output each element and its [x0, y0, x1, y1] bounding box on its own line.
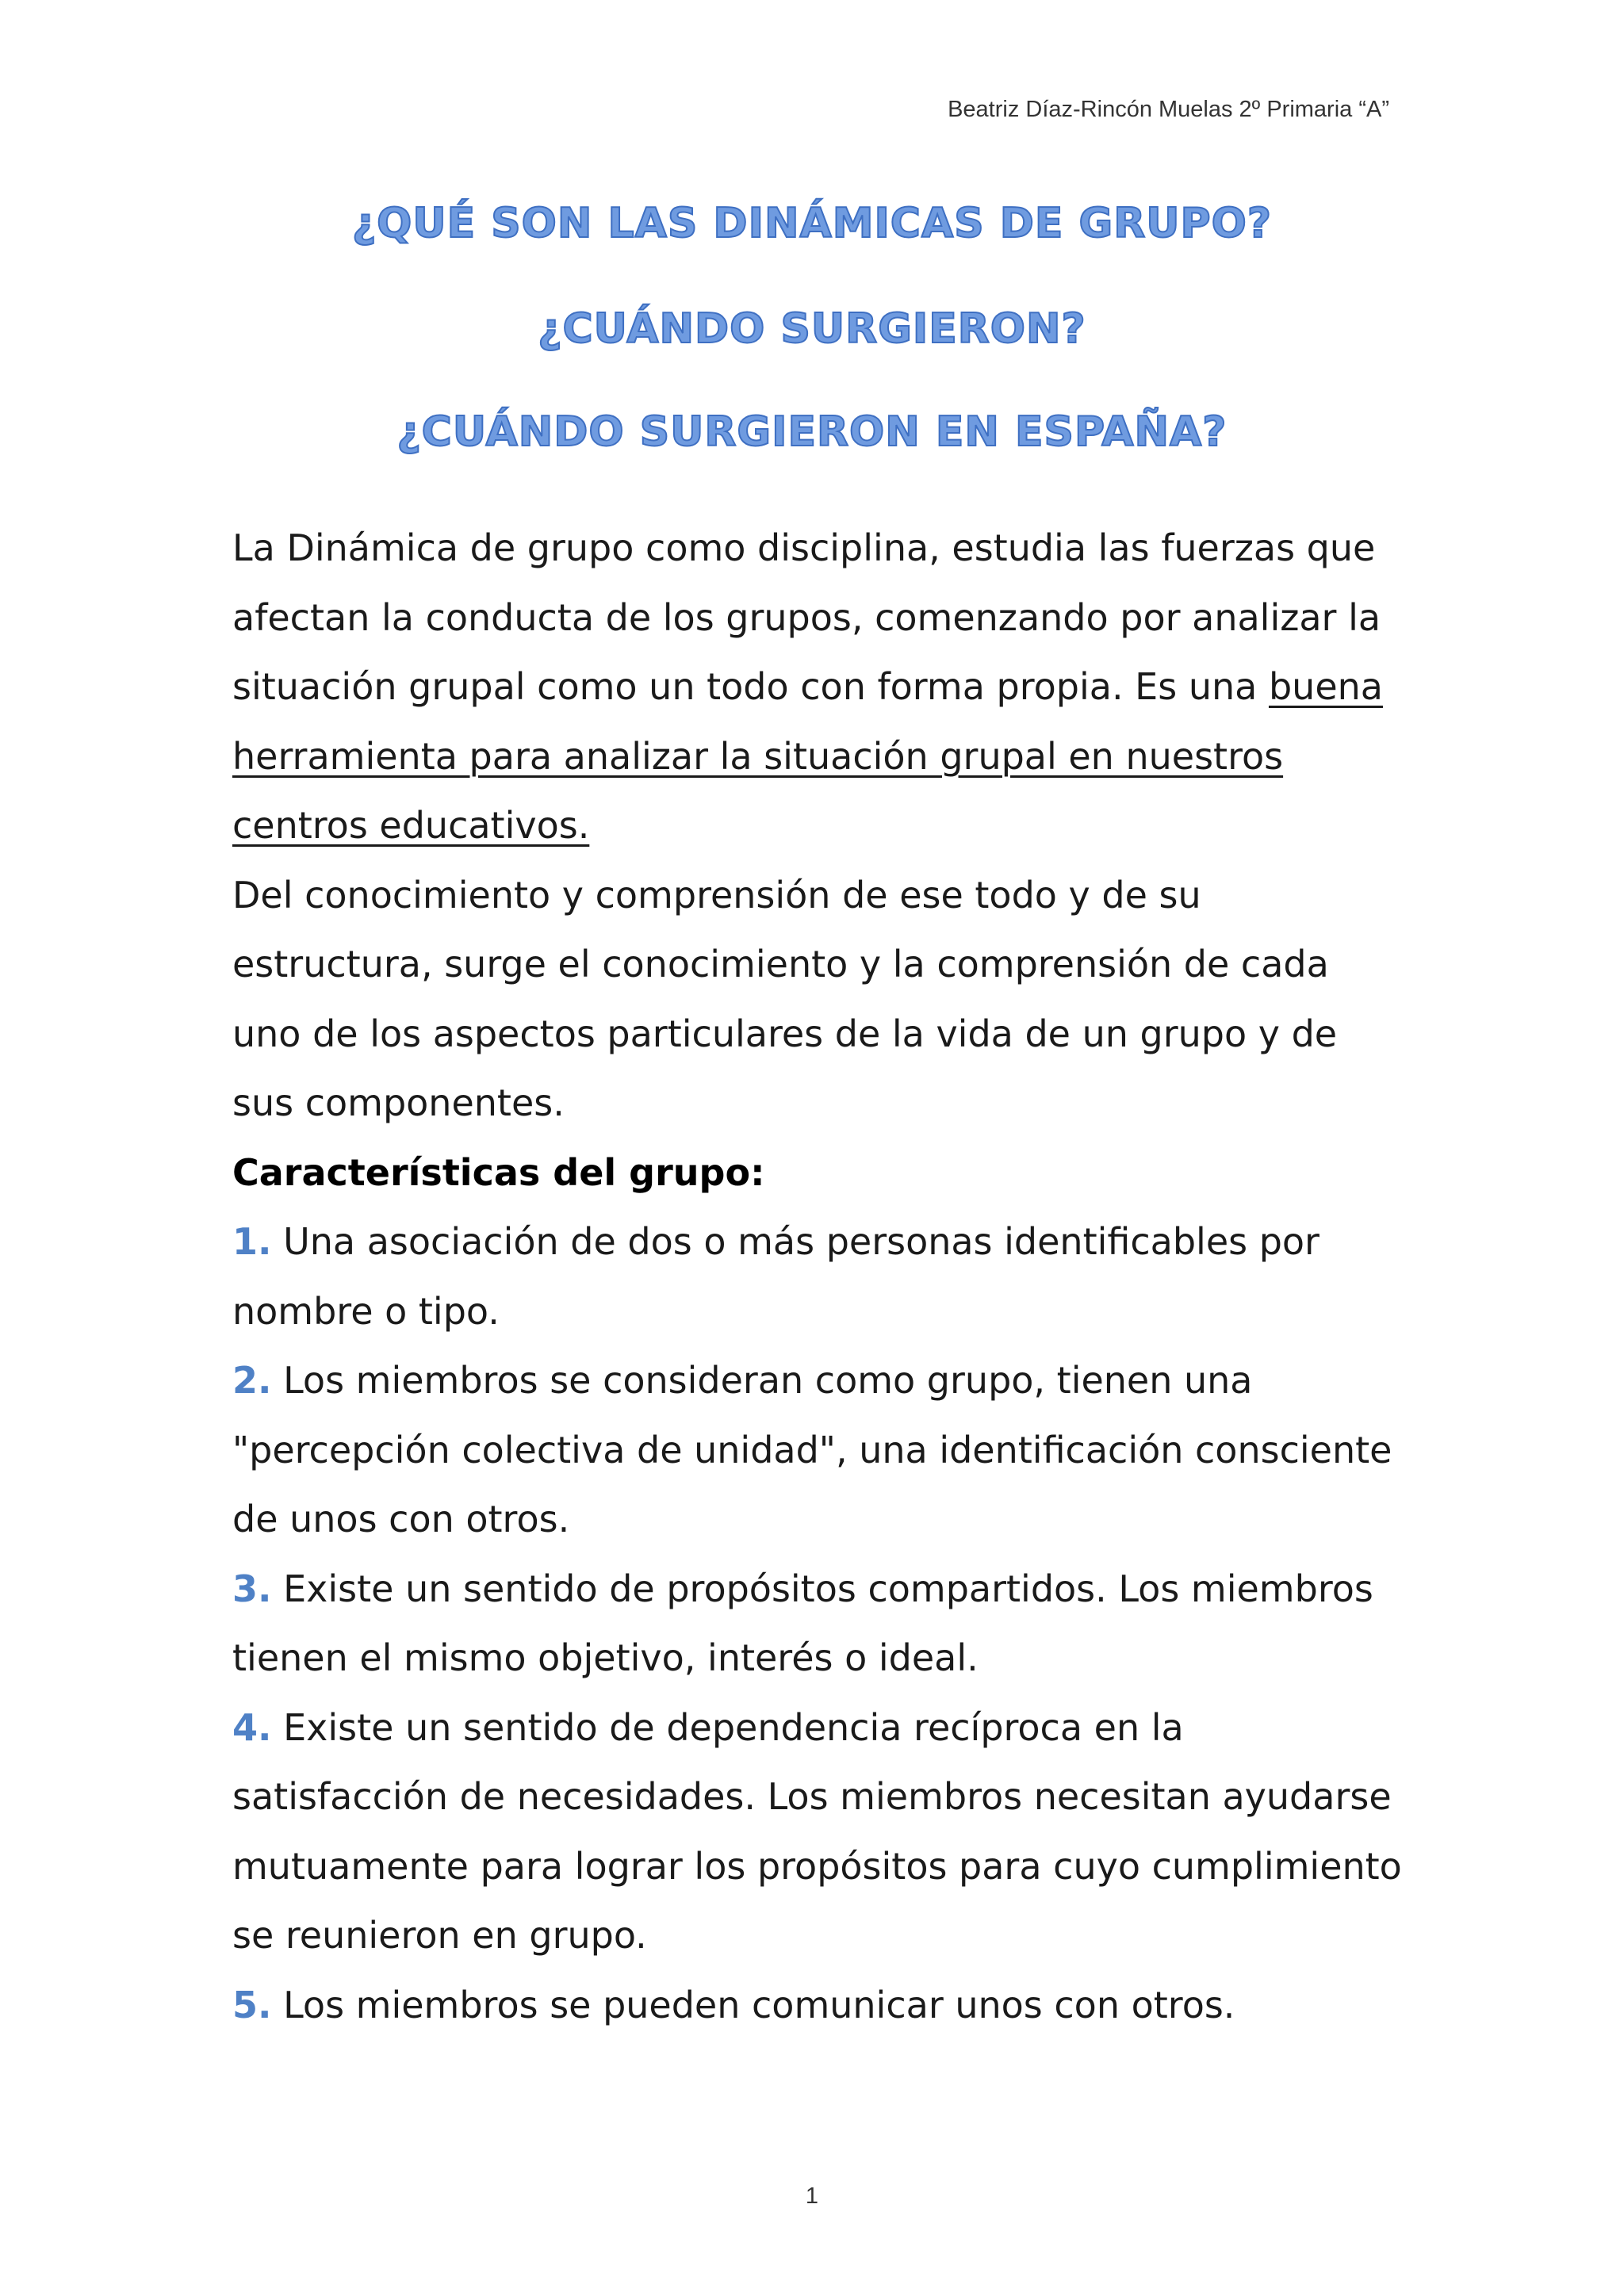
list-item-text: Existe un sentido de dependencia recíproca en la satisfacción de necesidades. Los miembros necesitan ayudarse mutuamente para lograr los propósitos para cuyo cumplimiento se reunieron en grupo. [232, 1705, 1402, 1957]
title-what-are-group-dynamics: ¿QUÉ SON LAS DINÁMICAS DE GRUPO? [352, 200, 1272, 247]
list-item-text: Una asociación de dos o más personas identificables por nombre o tipo. [232, 1220, 1320, 1333]
list-item [232, 1346, 1406, 1555]
list-item-text: Los miembros se consideran como grupo, tienen una "percepción colectiva de unidad", una identificación consciente de unos con otros. [232, 1359, 1392, 1540]
paragraph-intro-text: La Dinámica de grupo como disciplina, estudia las fuerzas que afectan la conducta de los grupos, comenzando por analizar la situación grupal como un todo con forma propia. Es una [232, 526, 1381, 708]
list-item [232, 1693, 1406, 1971]
title-when-did-they-arise: ¿CUÁNDO SURGIERON? [538, 305, 1086, 353]
list-item [232, 1207, 1406, 1346]
document-body [232, 514, 1406, 2040]
paragraph-intro [232, 514, 1406, 861]
paragraph-intro-underlined: buena herramienta para analizar la situación grupal en nuestros centros educativos. [232, 665, 1383, 847]
list-item-text: Existe un sentido de propósitos compartidos. Los miembros tienen el mismo objetivo, interés o ideal. [232, 1567, 1373, 1679]
list-item [232, 1555, 1406, 1693]
header-author-line: Beatriz Díaz-Rincón Muelas 2º Primaria “A” [948, 97, 1389, 122]
page-number: 1 [805, 2183, 819, 2209]
list-item-number: 3. [232, 1567, 272, 1610]
list-item-number: 5. [232, 1983, 272, 2026]
list-item-number: 2. [232, 1359, 272, 1402]
list-item-number: 4. [232, 1705, 272, 1749]
characteristics-heading: Características del grupo: [232, 1150, 765, 1194]
paragraph-structure: Del conocimiento y comprensión de ese todo y de su estructura, surge el conocimiento y la comprensión de cada uno de los aspectos particulares de la vida de un grupo y de sus componentes. [232, 873, 1338, 1124]
list-item [232, 1971, 1406, 2041]
list-item-number: 1. [232, 1220, 272, 1263]
list-item-text: Los miembros se pueden comunicar unos con otros. [271, 1983, 1235, 2026]
title-when-in-spain: ¿CUÁNDO SURGIERON EN ESPAÑA? [396, 408, 1228, 456]
